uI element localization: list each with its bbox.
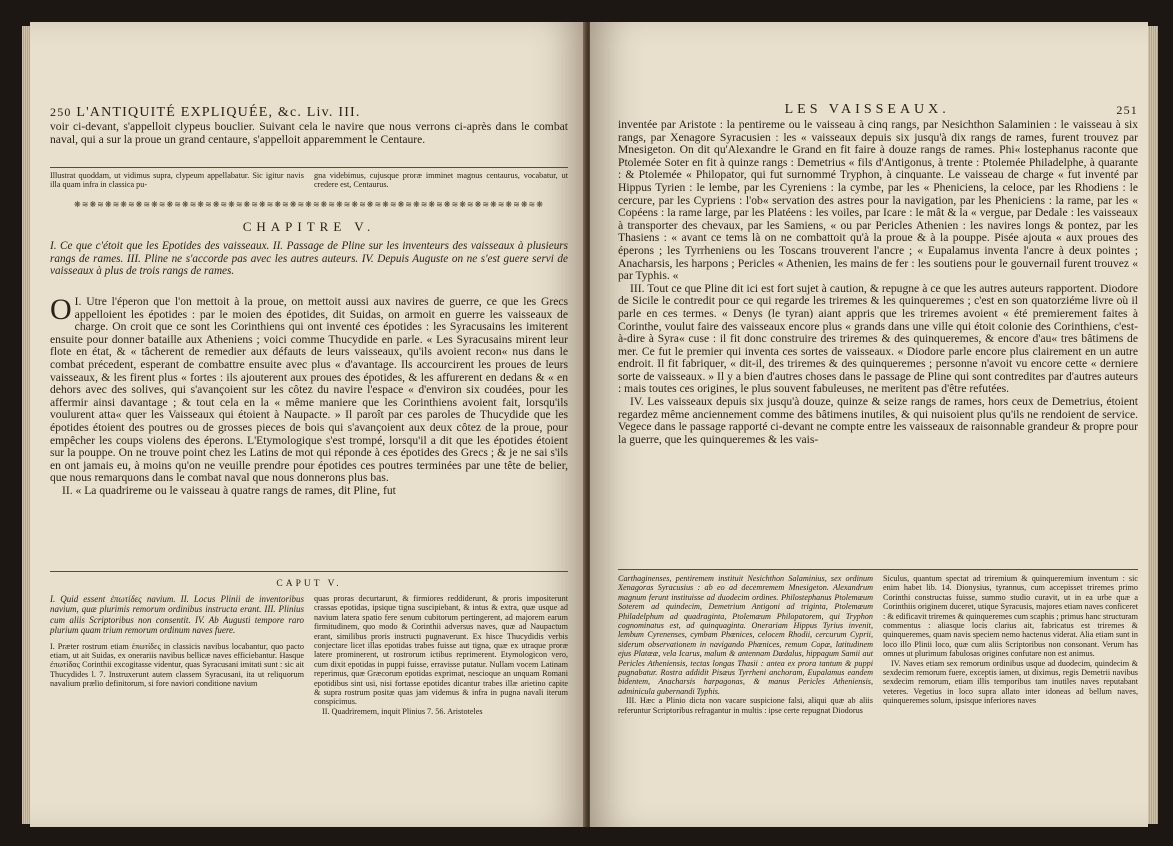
left-page <box>30 22 585 827</box>
footnote-col-1: Carthaginenses, pentiremem instituit Nesichthon Salaminius, sex ordinum Xenagoras Syracusius : ab eo ad decemremem Mnesigeton. Alexandrum magnum ferunt instituisse ad duodecim ordines. Philostephanus Ptolemæum Soterem ad quindecim, Demetrium Antigoni ad triginta, Ptolemæum Philadelphum ad quadraginta, Ptolemæum Philopatorem, qui Tryphon cognominatus est, ad quinquaginta. Onerariam Hippus Tyrius invenit, lembum Cyrenenses, cymbam Phœnices, celocem Rhodii, cercurum Cyprii, siderum observationem in navigando Phœnices, remum Copæ, latitudinem ejus Platææ, vela Icarus, malum & antennam Dædalus, hippagum Samii aut Pericles Atheniensis, tectas longas Thasii : antea ex prora tantum & puppi pugnabatur. Rostra addidit Pisæus Tyrrheni anchoram, Eupalamus eandem bidentem, Anacharsis harpagonas, & manus Pericles Atheniensis, adminicula gubernandi Typhis. <box>618 574 873 696</box>
chapter-title: CHAPITRE V. <box>242 219 376 234</box>
left-intro: voir ci-devant, s'appelloit clypeus bouclier. Suivant cela le navire que nous verrons ci-après dans le combat naval, qui a sur la proue un grand centaure, s'appelloit apparemment le Centaure. <box>50 120 568 146</box>
footnote-col-1-end: III. Hæc a Plinio dicta non vacare suspicione falsi, aliqui quæ ab aliis referuntur Scriptoribus refragantur in multis : ipse certe repugnat Diodorus <box>618 696 873 715</box>
latin-col-1: I. Præter rostrum etiam ἐπωτίδες in classicis navibus locabantur, quo pacto etiam, ut ait Suidas, ex onerariis navibus bellicæ naves efficiebantur. Hasque ἐπωτίδας Corinthii excogitasse videntur, quas Syracusani imitati sunt : sic ait Thucydides l. 7. Instruxerunt autem classem Syracusani, ita ut reliquorum navalium prælio definitorum, si fore naviori conditione navium <box>50 641 304 689</box>
chapter-summary: I. Ce que c'étoit que les Epotides des vaisseaux. II. Passage de Pline sur les inventeurs des vaisseaux à plusieurs rangs de rames. III. Pline ne s'accorde pas avec les autres auteurs. IV. Depuis Auguste on ne s'est guere servi de vaisseaux à plus de trois rangs de rames. <box>50 240 568 278</box>
right-footnotes <box>618 574 1138 715</box>
footnote-col-2: Siculus, quantum spectat ad triremium & quinqueremium inventum : sic enim habet lib. 14. Dionysius, tyrannus, cum accepisset triremes primo Corinthi constructas fuisse, summo studio curavit, ut in ea urbe quæ a Corinthiis originem duceret, utique Syracusis, majores etiam naves conficeret : & edificavit triremes & quinqueremes cum scaphis ; primus hanc structuram commentus : aliasque locis clarius ait, fabricatus est triremes & quinqueremes, quam navis speciem nemo hactenus viderat. Alia etiam sunt in loco illo Plinii loco, quæ cum aliis Scriptoribus non consonant. Verum has omnes ut plurimum fabulosas origines confutare non est animus. <box>883 574 1138 659</box>
drop-cap: O <box>50 293 72 326</box>
footnote-col: Illustrat quoddam, ut vidimus supra, clypeum appellabatur. Sic igitur navis illa quam infra in classica pu- <box>50 171 304 190</box>
latin-col-2: quas proras decurtarunt, & firmiores reddiderunt, & proris impositerunt crassas epotidas, ipsique tigna suscipiebant, & intus & extra, quæ usque ad navium latera spatio fere senum cubitorum pertingerent, ad majorem earum firmitudinem, quo modo & Corinthii adversus naves, quæ ad Naupactum erant, similibus proris instructi pugnaverunt. Ex hisce Thucydidis verbis conjectare licet illas epotidas trabes fuisse aut tigna, quæ ex utraque proræ latere prominerent, ut rostrorum ictibus reprimerent. Etymologicon vero, cum dixit epotidas in puppi fuisse, erravisse putatur. Nullam vocem Latinam reperimus, quæ Græcorum epotidas exprimat, nescioque an unquam Romani epotidibus sint usi, nisi fortasse epotides dicantur trabes illæ arietino capite & supra rostrum positæ quas jam videmus & infra in pugna navali iterum conspicimus. <box>314 594 568 707</box>
left-latin-footnotes <box>50 594 568 716</box>
right-page-number: 251 <box>1116 103 1138 117</box>
paragraph-2: II. « La quadrireme ou le vaisseau à quatre rangs de rames, dit Pline, fut <box>62 483 396 497</box>
right-main-text <box>618 119 1138 446</box>
paragraph-c: IV. Les vaisseaux depuis six jusqu'à douze, quinze & seize rangs de rames, hors ceux de Demetrius, étoient regardez même anciennement comme des bâtimens inutiles, & qui nuisoient plus qu'ils ne rendoient de service. Vegece dans le passage rapporté ci-devant ne compte entre les vaisseaux de raisonnable grandeur & propre pour la guerre, que les quinqueremes & les vais- <box>618 395 1138 446</box>
left-running-head <box>50 104 568 121</box>
page-stack-right <box>1148 26 1158 824</box>
left-page-number: 250 <box>50 105 72 119</box>
latin-col-2-end: II. Quadriremem, inquit Plinius 7. 56. Aristoteles <box>322 706 483 716</box>
rule <box>50 167 568 168</box>
right-page <box>590 22 1148 827</box>
right-running-head <box>618 102 1138 118</box>
page-stack-left <box>22 26 30 824</box>
rule <box>50 571 568 572</box>
left-main-text <box>50 293 568 498</box>
paragraph-b: III. Tout ce que Pline dit ici est fort sujet à caution, & repugne à ce que les autres auteurs rapportent. Diodore de Sicile le contredit pour ce qui regarde les triremes & les quinqueremes ; c'est en son quatorziéme livre où il parle en ces termes. « Denys (le tyran) aiant appris que les triremes avoient « été premierement faites à Corinthe, voulut faire des vaisseaux encore plus « grands dans une ville qui étoit colonie des Corinthiens, c'est-à-dire à Syra« cuse : il fit donc construire des triremes & des quinqueremes, & encore d'au« tres bâtimens de mer. Ce fut le premier qui inventa ces sortes de vaisseaux. « Diodore parle encore plus clairement en un autre endroit. Il fit fabriquer, « dit-il, des triremes & des quinqueremes ; personne n'avoit vu encore cette « derniere sorte de vaisseaux. » Il y a bien d'autres choses dans le passage de Pline qui sont contredites par d'autres auteurs : mais toutes ces origines, le plus souvent fabuleuses, ne meritent pas d'être refutées. <box>618 281 1138 396</box>
rule <box>618 569 1138 570</box>
caput-title: CAPUT V. <box>276 579 342 589</box>
paragraph-a: inventée par Aristote : la pentireme ou le vaisseau à cinq rangs, par Nesichthon Salaminien : le vaisseau à six rangs, par Xenagore Syracusien : les « vaisseaux depuis six jusqu'à dix rangs de rames, furent trouvez par Mnesigeton. On dit qu'Alexandre le Grand en fit faire à douze rangs de rames. Phi« lostephanus raconte que Ptolemée Soter en fit à quinze rangs : Demetrius « fils d'Antigonus, à trente : Ptolemée Philadelphe, à quarante : & Ptolemée « Philopator, qui fut surnommé Tryphon, à cinquante. Le vaisseau de charge « fut inventé par Hippus Tyrien : le lembe, par les Cyreniens : la cymbe, par les « Pheniciens, la celoce, par les Rhodiens : le cercure, par les Cypriens : l'ob« servation des astres pour la navigation, par les Pheniciens : la rame, par les « Copéens : la rame large, par les Platéens : les voiles, par Icare : le mât & la « vergue, par Dedale : les vaisseaux à transporter des chevaux, par les Samiens, « ou par Pericles Athenien : les navires longs & pontez, par les Thasiens : « avant ce tems là on ne combattoit qu'à la proue & à la pouppe. Pisée ajouta « aux proues des éperons ; les Tyrrheniens ou les Toscans trouverent l'ancre ; « Eupalamus inventa l'ancre à deux pointes ; Anacharsis, les harpons ; Pericles « Athenien, les mains de fer : les soutiens pour le gouvernail furent trouvez « par Typhis. « <box>618 118 1138 283</box>
right-running-title: LES VAISSEAUX. <box>784 102 950 117</box>
paragraph-1: I. Utre l'éperon que l'on mettoit à la proue, on mettoit aussi aux navires de guerre, ce que les Grecs appelloient les épotides : par le moien des épotides, dit Suidas, on armoit en guerre les vaisseaux de charge. On croit que ce sont les Corinthiens qui ont inventé ces épotides : les Syracusains les imiterent ensuite pour donner bataille aux Atheniens ; voici comme Thucydide en parle. « Les Syracusains mirent leur flote en état, & « tâcherent de remedier aux défauts de leurs vaisseaux, qu'ils avoient recon« nus dans le combat précedent, esperant de combattre ensuite avec plus « d'avantage. Ils accourcirent les proues de leurs vaisseaux, & les firent plus « fortes : ils ajouterent aux proues des épotides, & les affurerent en dedans & « en dehors avec des solives, qui s'avançoient sur les côtez du navire l'espace « d'environ six coudées, pour les affermir ainsi davantage ; & tout cela en la « même maniere que les Corinthiens avoient fait, lorsqu'ils voulurent atta« quer les Vaisseaux qui étoient à Naupacte. » Il paroît par ces paroles de Thucydide que les épotides étoient des poutres ou de grosses pieces de bois qui s'avançoient aux deux côtez de la proue, pour empêcher les coups violens des éperons. L'Etymologique s'est trompé, lorsqu'il a dit que les épotides étoient sur la pouppe. On ne trouve point chez les Latins de mot qui réponde à ces épotides des Grecs ; & je ne sai s'ils en ont jamais eu, à moins qu'on ne veuille prendre pour épotides ces poutres terminées par une tête de belier, que nous remarquons dans le combat naval que nous donnerons plus bas. <box>50 295 568 485</box>
footnote-col: gna videbimus, cujusque proræ imminet magnus centaurus, vocabatur, ut credere est, Centaurus. <box>314 171 568 190</box>
left-top-footnote <box>50 171 568 190</box>
footnote-col-2-end: IV. Naves etiam sex remorum ordinibus usque ad duodecim, quindecim & sexdecim remorum fuere, exceptis iamen, ut diximus, regis Demetrii navibus sexdecim remorum, etiam illis temporibus tam inutiles naves reputabant veteres. Vegetius in loco supra allato inter idoneas ad bellum naves, quinqueremes solum, ipsisque inferiores naves <box>883 658 1138 706</box>
latin-summary: I. Quid essent ἐπωτίδες navium. II. Locus Plinii de inventoribus navium, quæ plurimis remorum ordinibus instructa erant. III. Plinius cum aliis Scriptoribus non consentit. IV. Ab Augusti tempore raro plurium quam trium remorum ordinum naves fuere. <box>50 594 304 636</box>
left-running-title: L'ANTIQUITÉ EXPLIQUÉE, &c. Liv. III. <box>76 105 361 120</box>
ornament-band: ❋≋❋≋❋≋❋≋❋≋❋≋❋≋❋≋❋≋❋≋❋≋❋≋❋≋❋≋❋≋❋≋❋≋❋≋❋≋❋≋❋≋❋≋❋≋❋≋❋≋❋≋❋≋❋≋❋≋❋≋❋ <box>74 200 544 209</box>
